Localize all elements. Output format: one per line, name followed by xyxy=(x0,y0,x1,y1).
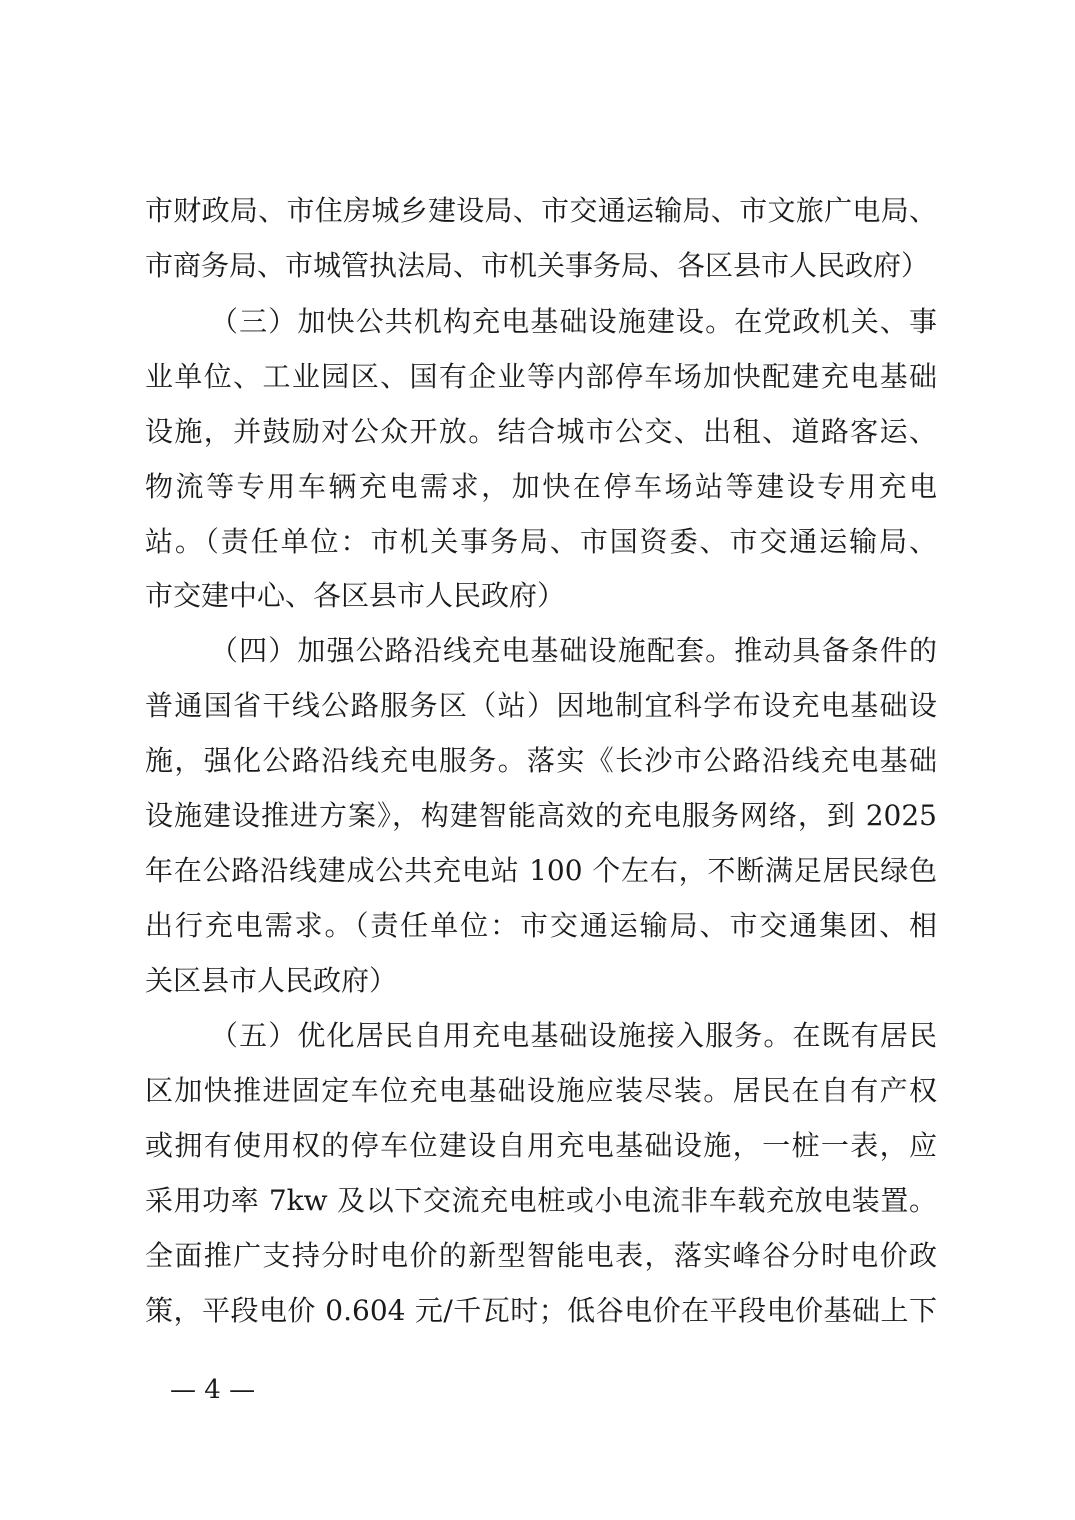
text-line: 或拥有使用权的停车位建设自用充电基础设施，一桩一表，应 xyxy=(145,1129,937,1162)
text-line: 物流等专用车辆充电需求，加快在停车场站等建设专用充电 xyxy=(145,470,937,503)
text-line: 全面推广支持分时电价的新型智能电表，落实峰谷分时电价政 xyxy=(145,1239,937,1272)
text-line: 策，平段电价 0.604 元/千瓦时；低谷电价在平段电价基础上下 xyxy=(145,1294,937,1327)
text-line: 站。（责任单位：市机关事务局、市国资委、市交通运输局、 xyxy=(145,525,937,558)
text-line: 业单位、工业园区、国有企业等内部停车场加快配建充电基础 xyxy=(145,360,937,393)
page-number: — 4 — xyxy=(170,1375,256,1405)
text-line: 市交建中心、各区县市人民政府） xyxy=(145,579,566,612)
text-line: 关区县市人民政府） xyxy=(145,964,398,997)
section-heading-4: （四）加强公路沿线充电基础设施配套。推动具备条件的 xyxy=(210,634,937,667)
section-heading-5: （五）优化居民自用充电基础设施接入服务。在既有居民 xyxy=(210,1019,937,1052)
text-line: 出行充电需求。（责任单位：市交通运输局、市交通集团、相 xyxy=(145,909,937,942)
text-line: 设施建设推进方案》，构建智能高效的充电服务网络，到 2025 xyxy=(145,799,937,832)
text-line: 区加快推进固定车位充电基础设施应装尽装。居民在自有产权 xyxy=(145,1074,937,1107)
text-line: 施，强化公路沿线充电服务。落实《长沙市公路沿线充电基础 xyxy=(145,744,937,777)
text-line: 普通国省干线公路服务区（站）因地制宜科学布设充电基础设 xyxy=(145,689,937,722)
text-line: 年在公路沿线建成公共充电站 100 个左右，不断满足居民绿色 xyxy=(145,854,937,887)
text-line: 市财政局、市住房城乡建设局、市交通运输局、市文旅广电局、 xyxy=(145,194,937,227)
text-line: 设施，并鼓励对公众开放。结合城市公交、出租、道路客运、 xyxy=(145,415,937,448)
text-line: 市商务局、市城管执法局、市机关事务局、各区县市人民政府） xyxy=(145,249,930,282)
section-heading-3: （三）加快公共机构充电基础设施建设。在党政机关、事 xyxy=(210,305,937,338)
text-line: 采用功率 7kw 及以下交流充电桩或小电流非车载充放电装置。 xyxy=(145,1184,937,1217)
